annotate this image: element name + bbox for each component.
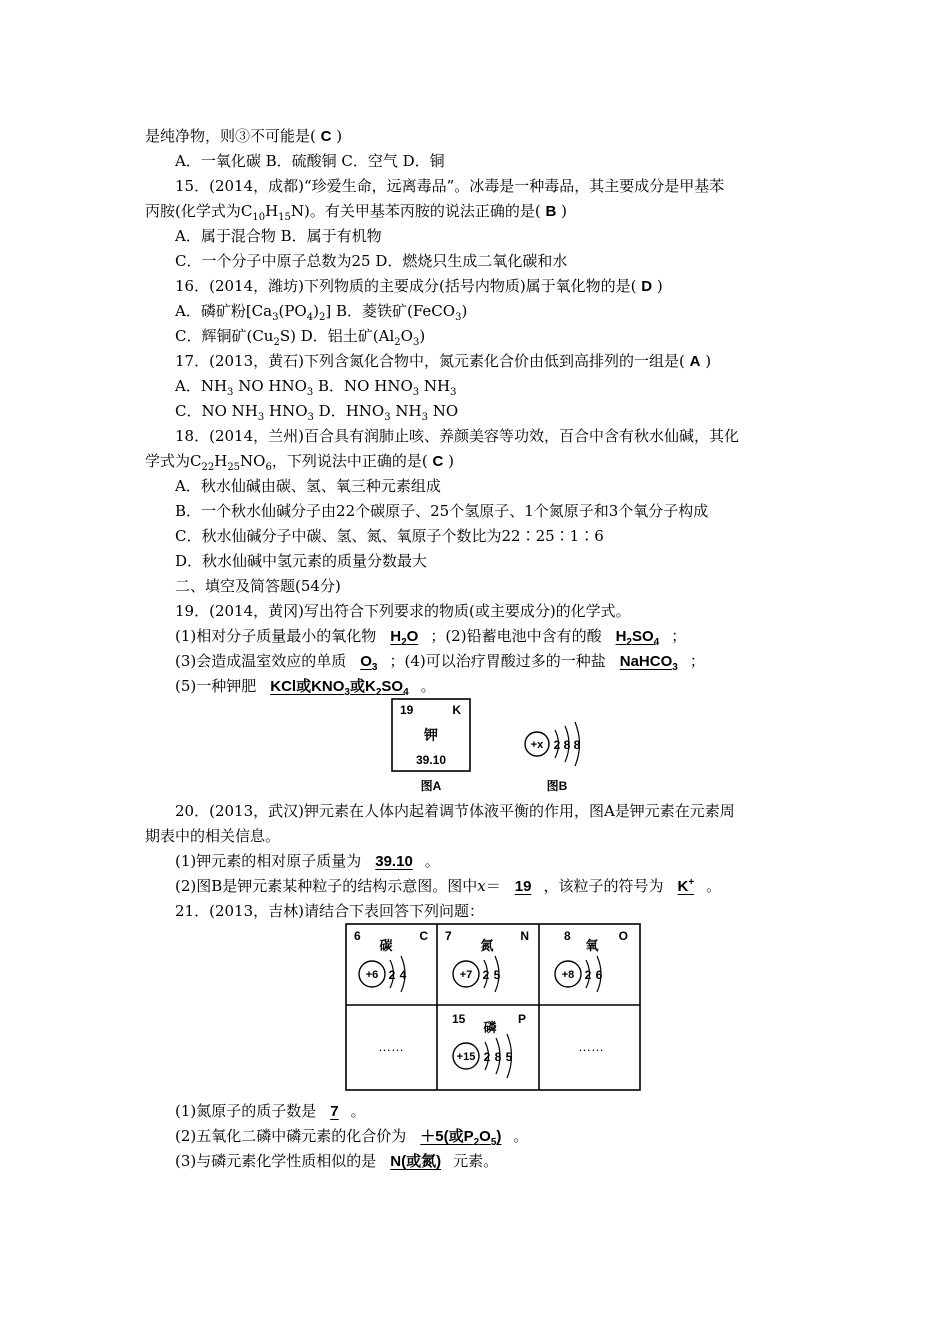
- element-table: [344, 922, 644, 1094]
- svg-text:C: C: [419, 929, 428, 943]
- q17-options-cd: C．NO $NH_3$ $HNO_3$ D．$HNO_3$ $NH_3$ NO: [175, 402, 459, 423]
- svg-text:2: 2: [483, 1050, 491, 1064]
- atomic-mass: 39.10: [415, 753, 447, 767]
- q18-option-a: A．秋水仙碱由碳、氢、氧三种元素组成: [175, 477, 441, 495]
- svg-text:2: 2: [388, 968, 396, 982]
- svg-text:+15: +15: [456, 1051, 476, 1063]
- answer-mark: B: [545, 203, 557, 220]
- element-name: 钾: [424, 727, 438, 743]
- svg-text:2: 2: [482, 968, 490, 982]
- answer-blank: 39.10: [375, 853, 413, 870]
- figures-ab: [385, 696, 605, 796]
- q17-options-ab: A．$NH_3$ NO $HNO_3$ B．NO $HNO_3$ $NH_3$: [175, 377, 457, 398]
- svg-text:5: 5: [505, 1050, 513, 1064]
- svg-text:7: 7: [445, 929, 452, 943]
- answer-mark: C: [320, 128, 332, 145]
- svg-text:氧: 氧: [585, 938, 599, 953]
- answer-blank: NaHCO$_3$: [619, 653, 678, 673]
- q16-options-ab: A．磷矿粉$[Ca_3(PO_4)_2]$ B．菱铁矿(FeCO$_3$): [175, 302, 468, 323]
- q19-stem: 19．(2014，黄冈)写出符合下列要求的物质(或主要成分)的化学式。: [175, 602, 631, 620]
- caption-a: 图A: [420, 779, 442, 793]
- nucleus-charge: +x: [530, 739, 544, 751]
- q16-stem: 16．(2014，潍坊)下列物质的主要成分(括号内物质)属于氧化物的是( D ): [175, 277, 663, 295]
- q18-stem: 18．(2014，兰州)百合具有润肺止咳、养颜美容等功效，百合中含有秋水仙碱，其化: [175, 427, 739, 445]
- answer-blank: N(或氮): [390, 1153, 442, 1170]
- q20-stem-2: 期表中的相关信息。: [145, 827, 281, 845]
- q19-line-1: (1)相对分子质量最小的氧化物 $H_2O$ ；(2)铅蓄电池中含有的酸 $H_2SO_4$ ；: [175, 627, 687, 648]
- q21-stem: 21．(2013，吉林)请结合下表回答下列问题：: [175, 902, 484, 920]
- svg-text:碳: 碳: [379, 938, 393, 953]
- q20-stem: 20．(2013，武汉)钾元素在人体内起着调节体液平衡的作用，图A是钾元素在元素周: [175, 802, 735, 820]
- answer-blank: 7: [330, 1103, 339, 1120]
- q15-stem: 15．(2014，成都)“珍爱生命，远离毒品”。冰毒是一种毒品，其主要成分是甲基苯: [175, 177, 725, 195]
- svg-text:+8: +8: [561, 969, 575, 981]
- shell-electrons: 2: [553, 738, 561, 752]
- answer-blank: ＋5(或$P_2O_5$): [420, 1128, 502, 1148]
- svg-text:+7: +7: [459, 969, 473, 981]
- answer-blank: KCl或$KNO_3$或$K_2SO_4$: [270, 678, 409, 698]
- svg-text:N: N: [520, 929, 529, 943]
- q14-options: A．一氧化碳 B．硫酸铜 C．空气 D．铜: [175, 152, 445, 170]
- q15-options-cd: C．一个分子中原子总数为25 D．燃烧只生成二氧化碳和水: [175, 252, 568, 270]
- svg-text:6: 6: [595, 968, 603, 982]
- q21-sub-1: (1)氮原子的质子数是 7 。: [175, 1102, 366, 1120]
- answer-blank: K+: [677, 877, 695, 895]
- answer-mark: C: [432, 453, 444, 470]
- q18-stem-2: 学式为$C_{22}H_{25}NO_6$，下列说法中正确的是( C ): [145, 452, 454, 473]
- svg-text:氮: 氮: [480, 938, 494, 953]
- q16-options-cd: C．辉铜矿$(Cu_2S)$ D．铝土矿$(Al_2O_3)$: [175, 327, 426, 348]
- atomic-number: 19: [400, 703, 414, 717]
- svg-text:8: 8: [564, 929, 571, 943]
- svg-text:8: 8: [494, 1050, 502, 1064]
- q17-stem: 17．(2013，黄石)下列含氮化合物中，氮元素化合价由低到高排列的一组是( A ): [175, 352, 712, 370]
- answer-blank: $H_2SO_4$: [615, 628, 660, 648]
- answer-blank: $H_2O$: [390, 628, 419, 648]
- svg-text:15: 15: [452, 1012, 466, 1026]
- svg-text:2: 2: [584, 968, 592, 982]
- svg-text:+6: +6: [365, 969, 379, 981]
- svg-text:4: 4: [399, 968, 407, 982]
- q18-option-b: B．一个秋水仙碱分子由22个碳原子、25个氢原子、1个氮原子和3个氧分子构成: [175, 502, 709, 520]
- svg-text:O: O: [618, 929, 628, 943]
- q19-line-2: (3)会造成温室效应的单质 $O_3$ ；(4)可以治疗胃酸过多的一种盐 NaHCO$_3$ ；: [175, 652, 705, 673]
- svg-text:P: P: [517, 1012, 526, 1026]
- q15-stem-2: 丙胺(化学式为$C_{10}H_{15}N$)。有关甲基苯丙胺的说法正确的是( B ): [145, 202, 567, 223]
- ellipsis-right: ……: [578, 1039, 604, 1054]
- answer-blank: $O_3$: [360, 653, 378, 673]
- svg-text:6: 6: [354, 929, 361, 943]
- shell-electrons: 8: [563, 738, 571, 752]
- q21-sub-2: (2)五氧化二磷中磷元素的化合价为 ＋5(或$P_2O_5$) 。: [175, 1127, 529, 1148]
- element-symbol: K: [452, 703, 461, 717]
- q18-option-c: C．秋水仙碱分子中碳、氢、氮、氧原子个数比为22∶25∶1∶6: [175, 527, 604, 545]
- q20-sub-1: (1)钾元素的相对原子质量为 39.10 。: [175, 852, 440, 870]
- answer-mark: D: [641, 278, 653, 295]
- q18-option-d: D．秋水仙碱中氢元素的质量分数最大: [175, 552, 428, 570]
- svg-text:5: 5: [493, 968, 501, 982]
- q14-tail: 是纯净物，则③不可能是( C ): [145, 127, 343, 145]
- answer-mark: A: [689, 353, 701, 370]
- q19-line-3: (5)一种钾肥 KCl或$KNO_3$或$K_2SO_4$ 。: [175, 677, 436, 698]
- shell-electrons: 8: [573, 738, 581, 752]
- q20-sub-2: (2)图B是钾元素某种粒子的结构示意图。图中x＝ 19 ，该粒子的符号为 K+ 。: [175, 877, 722, 895]
- section-heading: 二、填空及简答题(54分): [175, 577, 341, 595]
- caption-b: 图B: [546, 779, 568, 793]
- svg-text:磷: 磷: [483, 1020, 497, 1035]
- q15-options-ab: A．属于混合物 B．属于有机物: [175, 227, 382, 245]
- ellipsis-left: ……: [378, 1039, 404, 1054]
- answer-blank: 19: [514, 878, 532, 895]
- q21-sub-3: (3)与磷元素化学性质相似的是 N(或氮) 元素。: [175, 1152, 499, 1170]
